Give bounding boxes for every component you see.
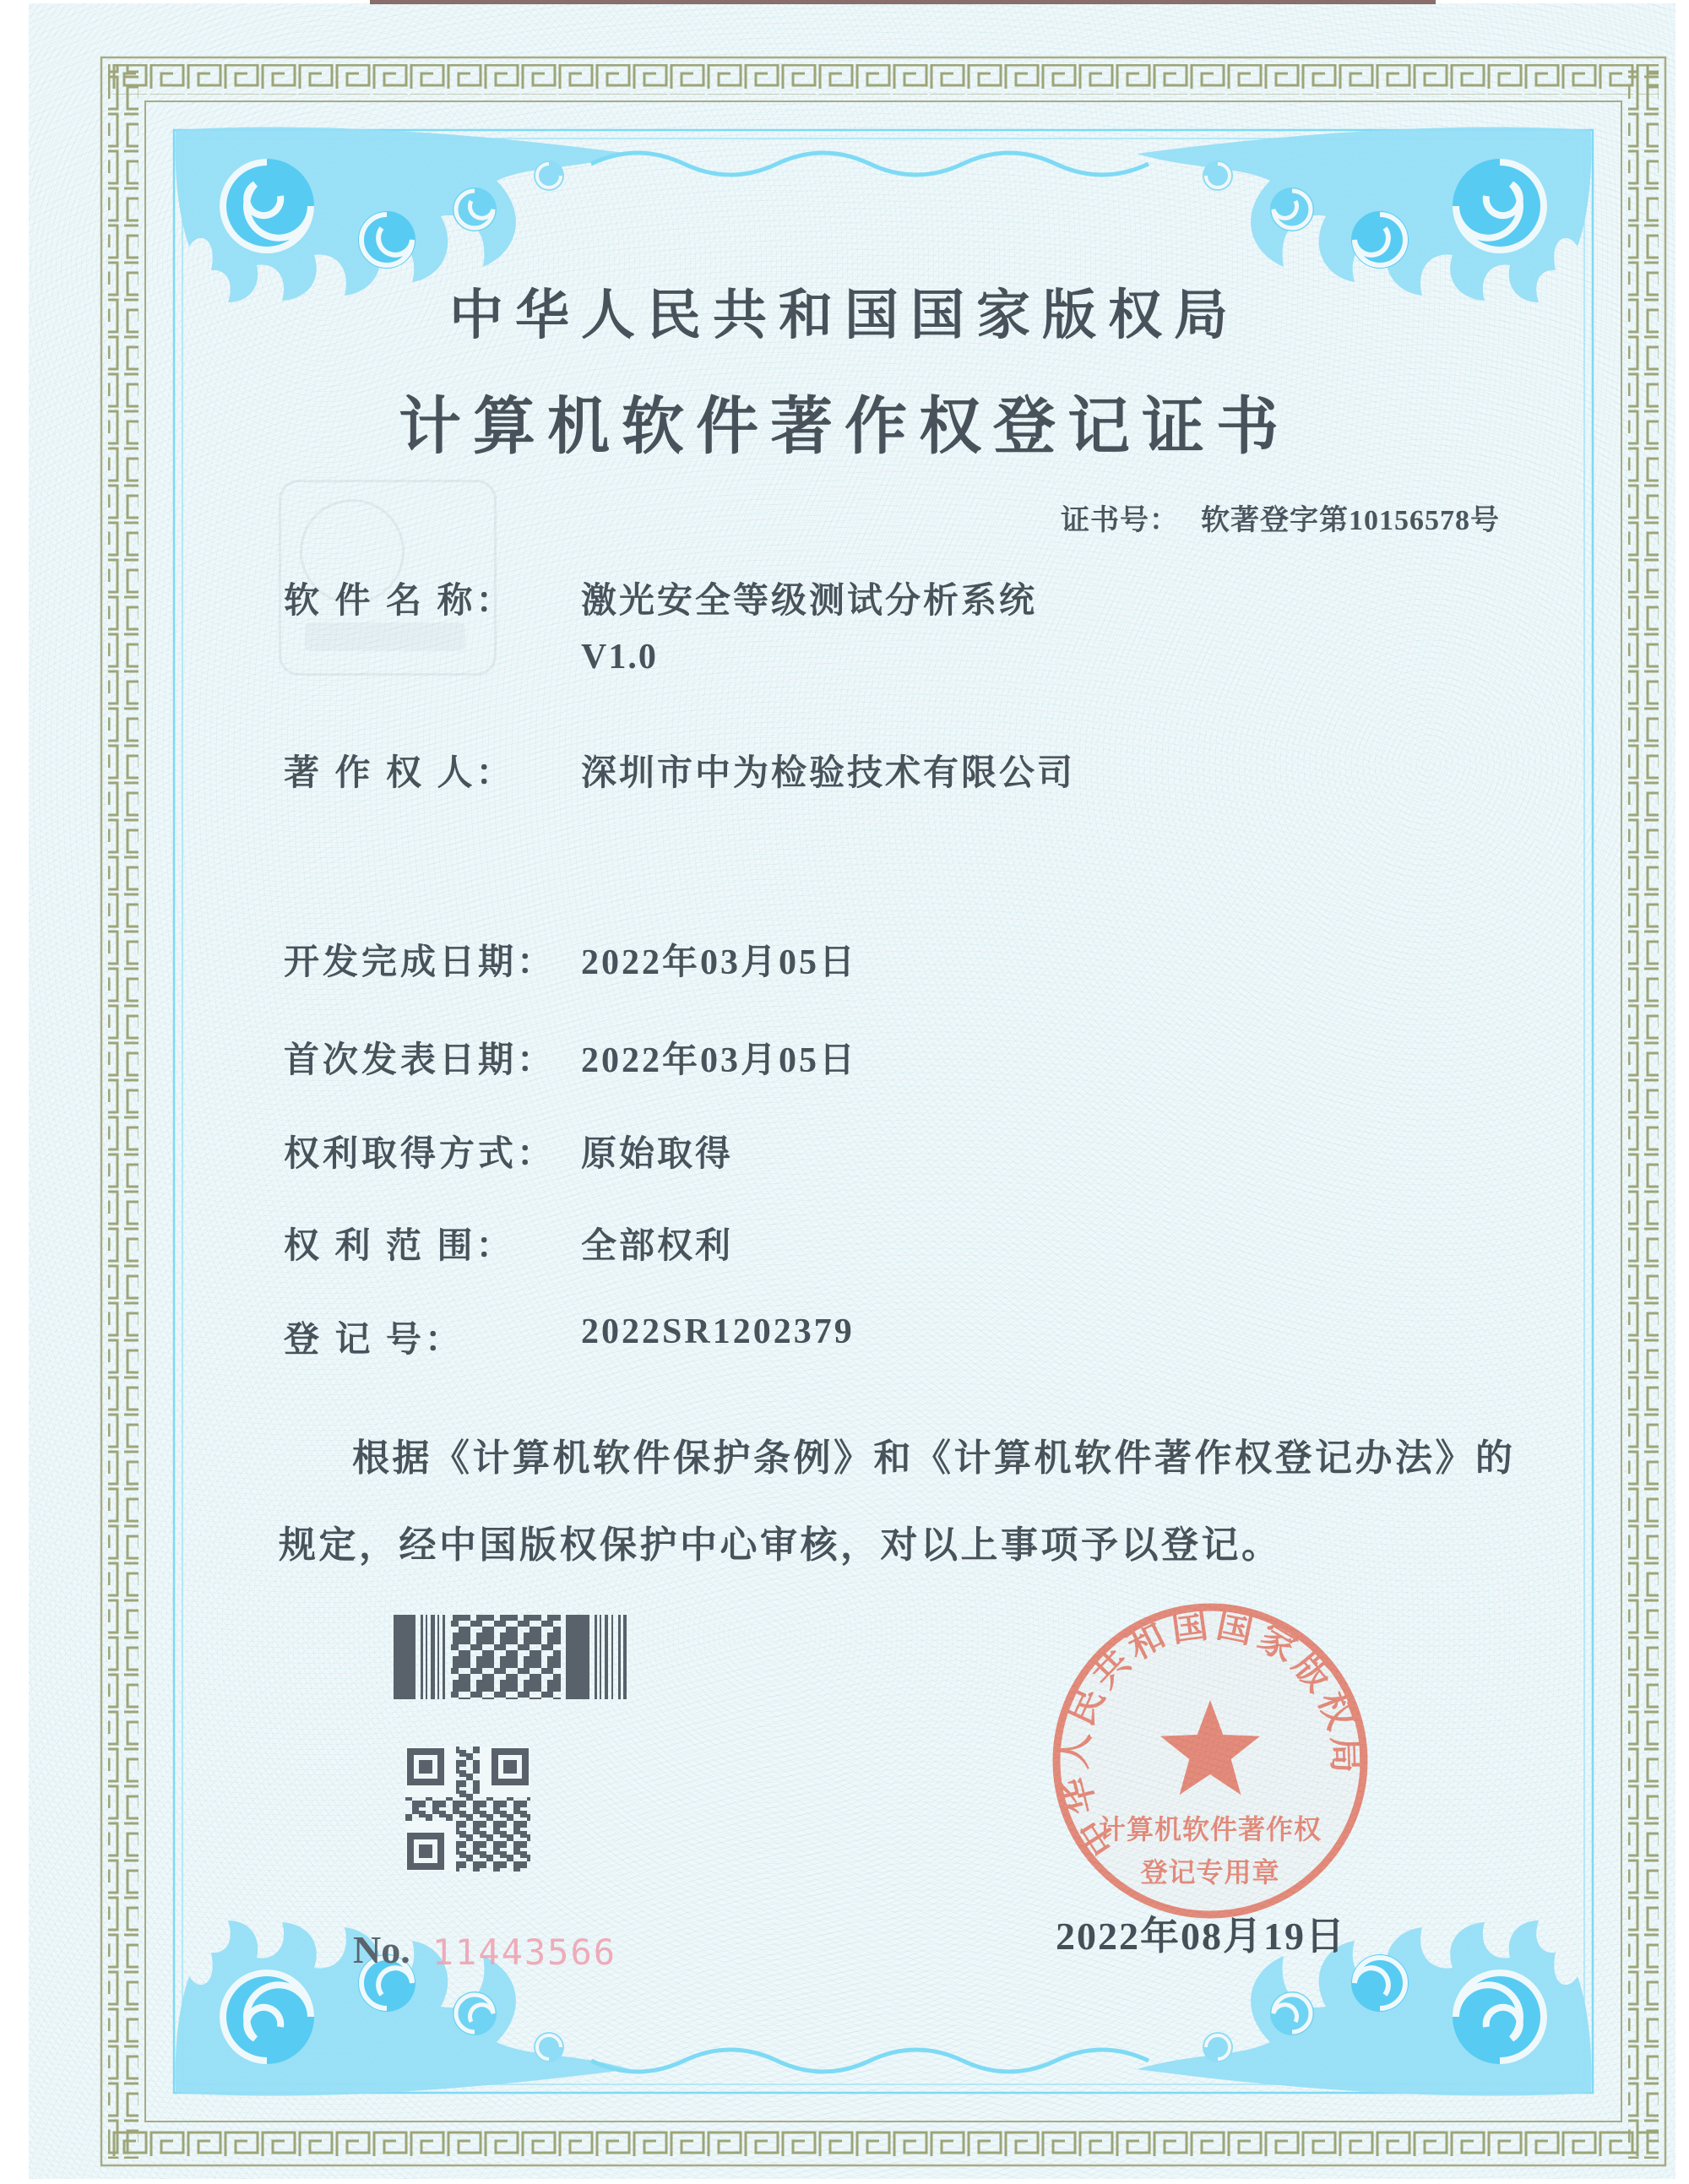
field-rights-scope bbox=[284, 1218, 733, 1269]
field-value: 全部权利 bbox=[581, 1227, 734, 1266]
field-value: 深圳市中为检验技术有限公司 bbox=[581, 754, 1076, 793]
statement-line-1: 根据《计算机软件保护条例》和《计算机软件著作权登记办法》的 bbox=[352, 1437, 1516, 1479]
certificate-number bbox=[1061, 497, 1500, 538]
barcode bbox=[394, 1615, 628, 1699]
statement-line-2: 规定，经中国版权保护中心审核，对以上事项予以登记。 bbox=[279, 1524, 1282, 1566]
field-copyright-owner bbox=[284, 745, 1075, 796]
issue-date: 2022年08月19日 bbox=[1056, 1915, 1346, 1958]
field-label: 权 利 范 围： bbox=[284, 1227, 515, 1266]
top-frieze bbox=[591, 153, 1149, 175]
field-label: 著 作 权 人： bbox=[284, 754, 515, 793]
field-label: 开发完成日期： bbox=[284, 943, 557, 982]
certificate-number-value: 软著登字第10156578号 bbox=[1201, 505, 1500, 536]
field-label: 软 件 名 称： bbox=[284, 582, 515, 621]
field-dev-complete-date bbox=[284, 934, 857, 985]
field-software-name bbox=[284, 573, 1037, 677]
field-label: 权利取得方式： bbox=[284, 1135, 557, 1174]
field-value: 2022SR1202379 bbox=[581, 1312, 855, 1351]
greek-key-border-bottom bbox=[108, 2128, 1659, 2159]
authority-title: 中华人民共和国国家版权局 bbox=[449, 285, 1240, 345]
software-version: V1.0 bbox=[581, 638, 658, 676]
outer-frame-line bbox=[101, 57, 1665, 2165]
seal-line-1: 计算机软件著作权 bbox=[1098, 1814, 1322, 1844]
field-label: 首次发表日期： bbox=[284, 1041, 557, 1080]
serial-number: 11443566 bbox=[432, 1931, 617, 1973]
field-value: 2022年03月05日 bbox=[581, 943, 858, 982]
greek-key-border-top bbox=[108, 64, 1659, 95]
field-first-publish-date bbox=[284, 1032, 857, 1083]
certificate-title: 计算机软件著作权登记证书 bbox=[399, 393, 1290, 462]
field-value: 原始取得 bbox=[581, 1135, 734, 1174]
seal-ring-text: 中华人民共和国国家版权局 bbox=[1054, 1605, 1366, 1863]
field-value: 激光安全等级测试分析系统 bbox=[581, 582, 1038, 621]
serial-prefix: No. bbox=[353, 1928, 410, 1971]
registration-seal bbox=[1045, 1595, 1376, 1926]
field-rights-acquisition bbox=[284, 1126, 733, 1176]
seal-line-2: 登记专用章 bbox=[1140, 1857, 1280, 1888]
field-value: 2022年03月05日 bbox=[581, 1041, 858, 1080]
bottom-frieze bbox=[591, 2050, 1149, 2072]
field-label: 登 记 号： bbox=[284, 1321, 464, 1360]
qr-code bbox=[405, 1747, 530, 1872]
serial-number-row bbox=[353, 1927, 616, 1973]
certificate-number-label: 证书号： bbox=[1061, 505, 1179, 536]
field-registration-number bbox=[284, 1312, 855, 1362]
